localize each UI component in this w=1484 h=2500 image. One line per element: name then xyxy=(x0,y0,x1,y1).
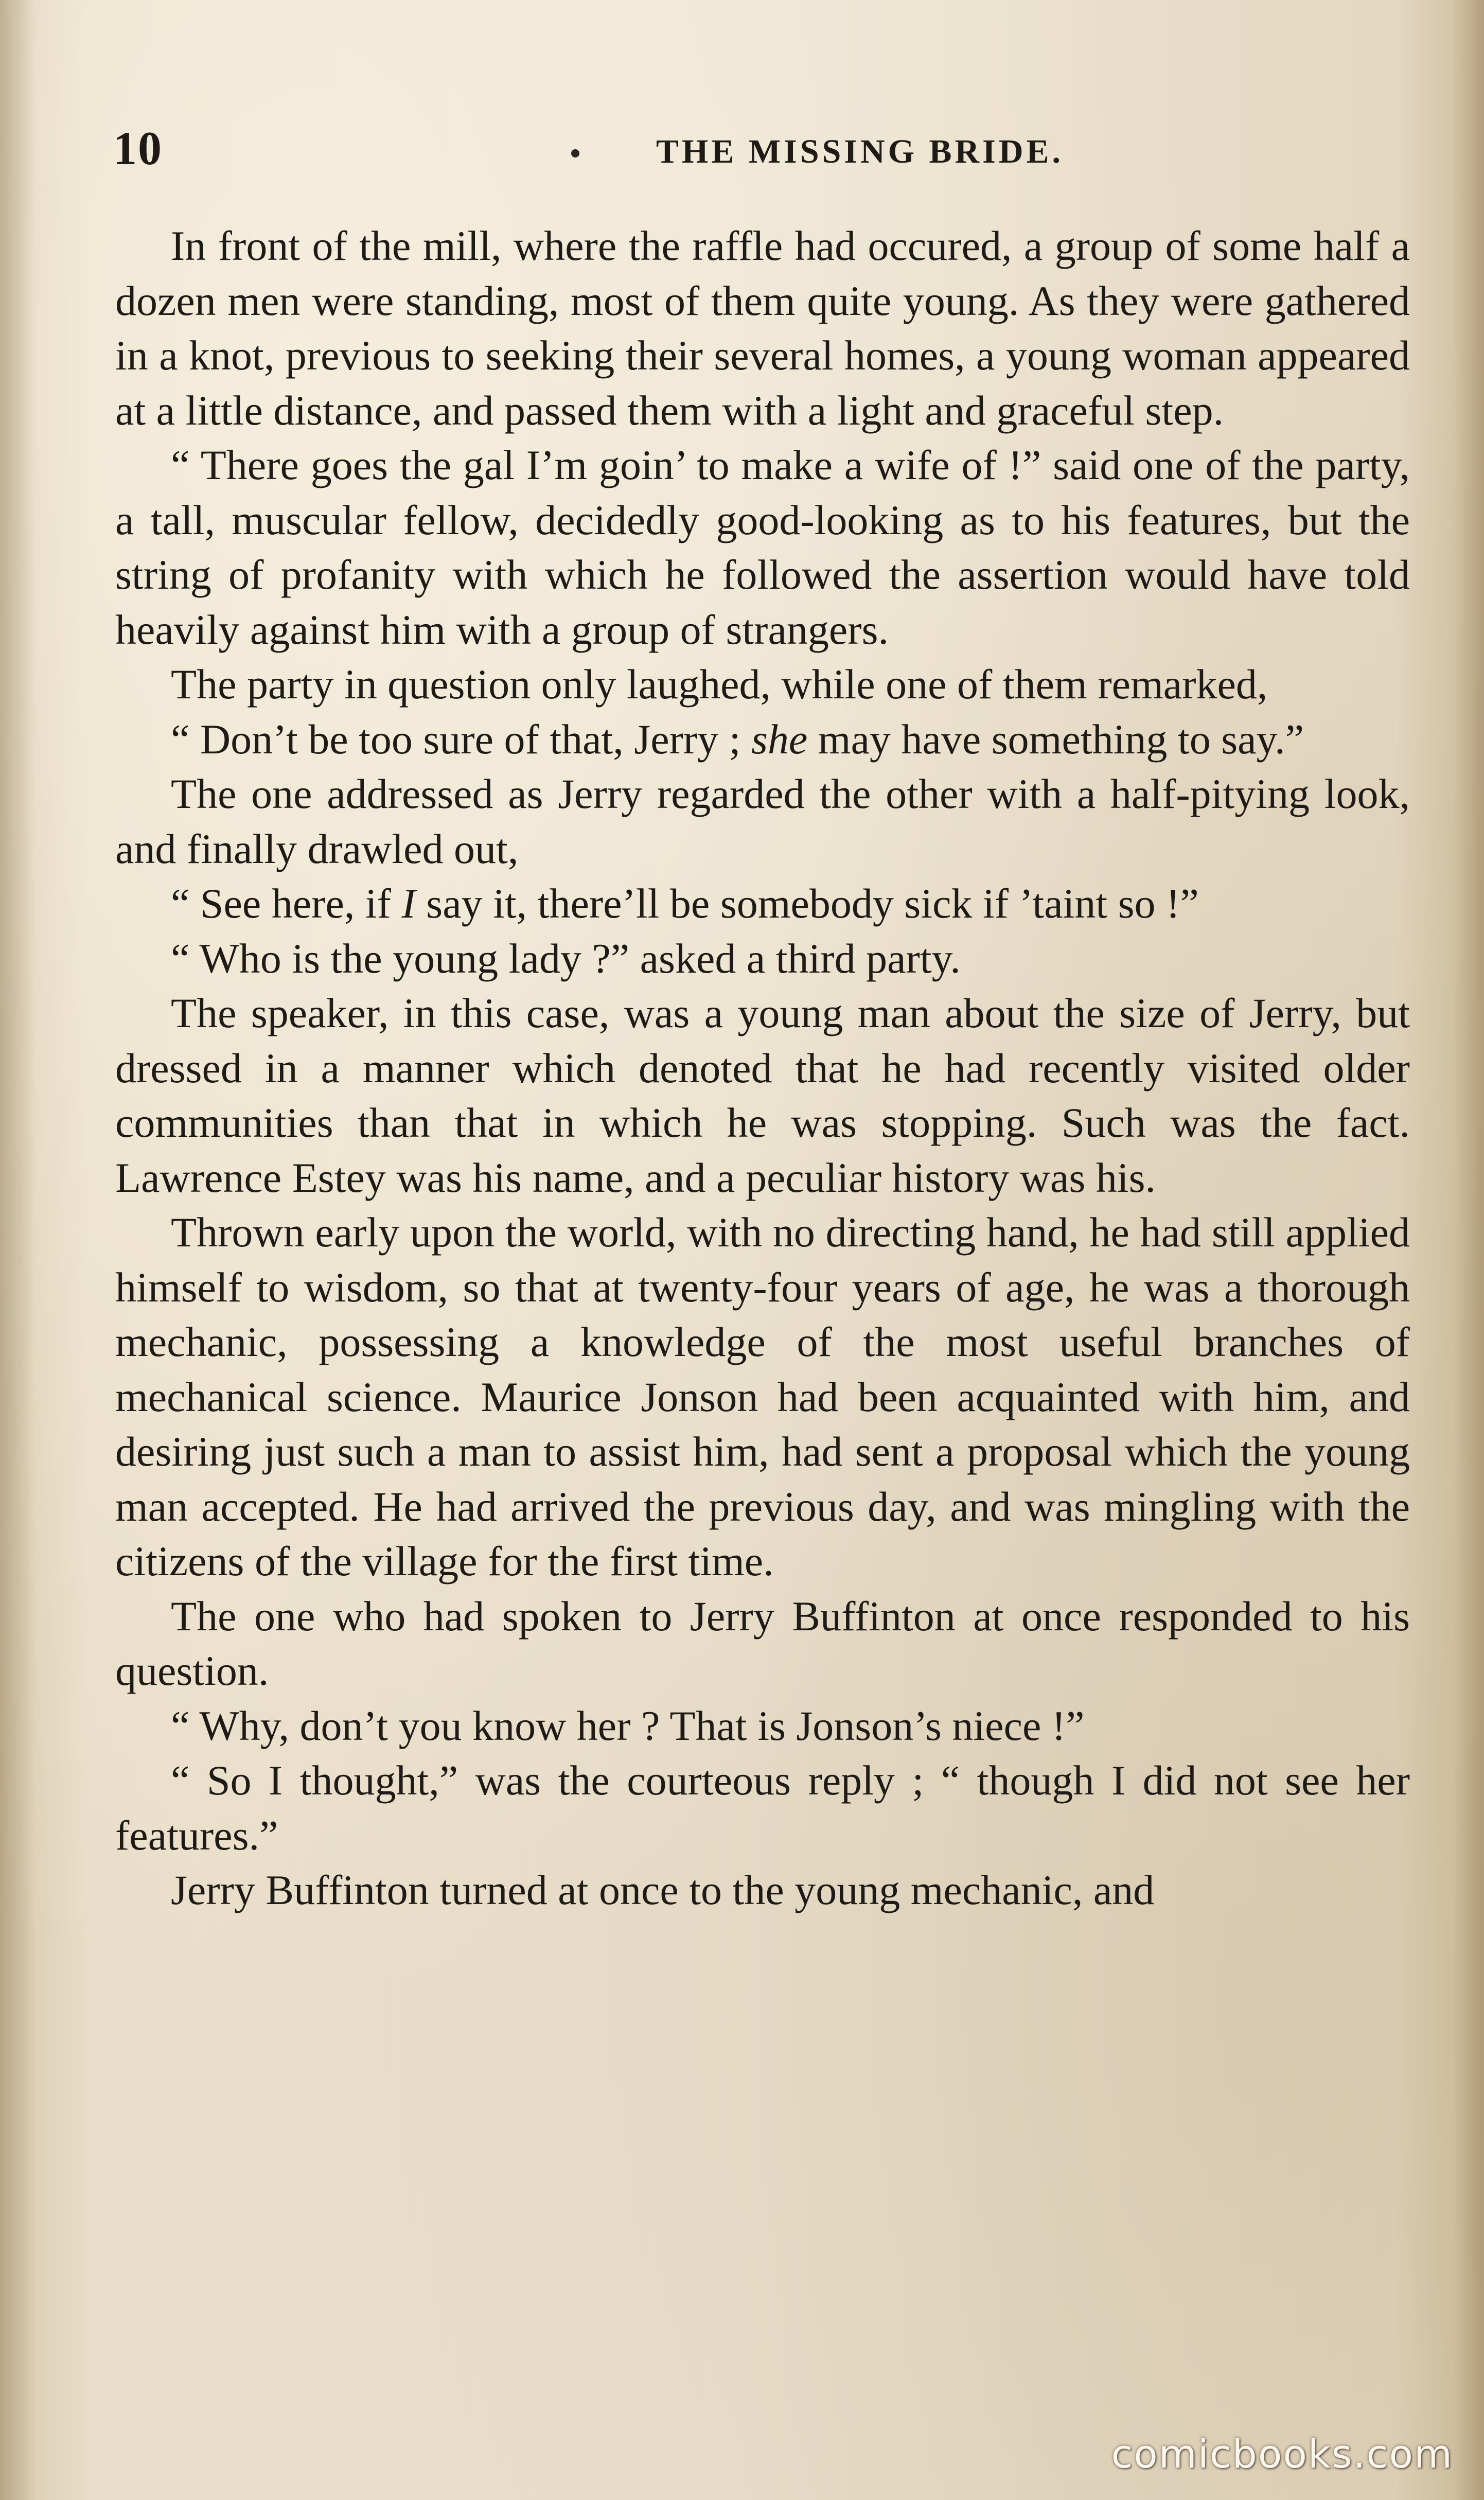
paragraph-12: “ So I thought,” was the courteous reply ; “ though I did not see her features.” xyxy=(115,1757,1410,1859)
paragraph-7: “ Who is the young lady ?” asked a third party. xyxy=(171,935,961,982)
paragraph-6-start: “ See here, if xyxy=(171,880,402,927)
paragraph-4-end: may have something to say.” xyxy=(807,715,1304,763)
running-title: THE MISSING BRIDE. xyxy=(656,133,1064,170)
paragraph-9: Thrown early upon the world, with no directing hand, he had still applied himself to wisdom, so that at twenty-four years of age, he was a thorough mechanic, possessing a knowledge of the most useful branches of mechanical science. Maurice Jonson had been acquainted with him, and desiring just such a man to assist him, had sent a proposal which the young man accepted. He had arrived the previous day, and was mingling with the citizens of the village for the first time. xyxy=(115,1209,1410,1584)
paragraph-4-start: “ Don’t be too sure of that, Jerry ; xyxy=(171,715,751,763)
paragraph-1: In front of the mill, where the raffle had occured, a group of some half a dozen men were standing, most of them quite young. As they were gathered in a knot, previous to seeking their several homes, a young woman appeared at a little distance, and passed them with a light and graceful step. xyxy=(115,222,1410,434)
paragraph-6-emphasis: I xyxy=(401,880,416,927)
paragraph-13: Jerry Buffinton turned at once to the young mechanic, and xyxy=(171,1867,1155,1913)
page-edge-shadow-right xyxy=(1453,0,1484,2500)
paragraph-5: The one addressed as Jerry regarded the other with a half-pitying look, and finally drawled out, xyxy=(115,770,1410,872)
paragraph-11: “ Why, don’t you know her ? That is Jonson’s niece !” xyxy=(171,1702,1085,1749)
header-dot-mark xyxy=(571,149,579,157)
page-edge-shadow-left xyxy=(0,0,36,2500)
paragraph-4-emphasis: she xyxy=(751,715,808,763)
page-number: 10 xyxy=(113,122,163,174)
paragraph-2: “ There goes the gal I’m goin’ to make a wife of !” said one of the party, a tall, muscular fellow, decidedly good-looking as to his features, but the string of profanity with which he followed the assertion would have told heavily against him with a group of strangers. xyxy=(115,442,1410,653)
paragraph-3: The party in question only laughed, while one of them remarked, xyxy=(171,661,1268,708)
paragraph-8: The speaker, in this case, was a young man about the size of Jerry, but dressed in a manner which denoted that he had recently visited older communities than that in which he was stopping. Such was the fact. Lawrence Estey was his name, and a peculiar history was his. xyxy=(115,990,1410,1201)
site-watermark: comicbooks.com xyxy=(1111,2431,1453,2477)
page-header xyxy=(113,121,1410,178)
body-text xyxy=(115,219,1410,1918)
paragraph-6 xyxy=(115,876,1410,931)
paragraph-10: The one who had spoken to Jerry Buffinton at once responded to his question. xyxy=(115,1592,1410,1694)
paragraph-6-end: say it, there’ll be somebody sick if ’taint so !” xyxy=(415,880,1199,927)
paragraph-4 xyxy=(115,712,1410,767)
